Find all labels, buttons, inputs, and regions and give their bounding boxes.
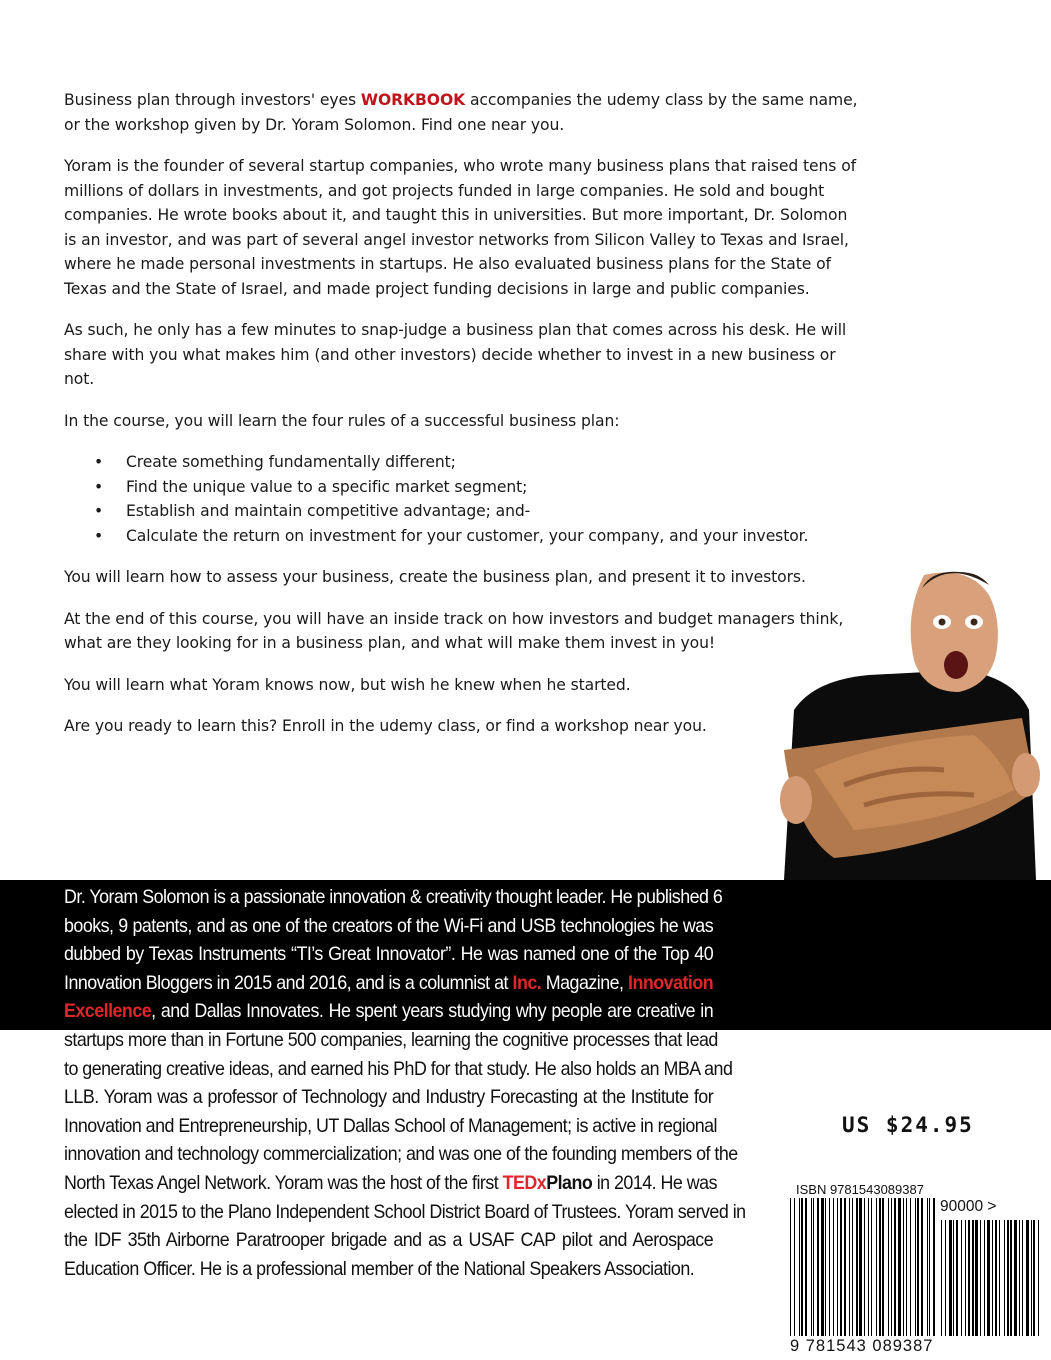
barcode-bar (980, 1220, 981, 1336)
barcode-bar (999, 1220, 1000, 1336)
barcode-bar (929, 1198, 930, 1336)
innovation-excellence-name: Innovation (628, 972, 714, 994)
barcode-bar (941, 1220, 942, 1336)
intro-paragraph-4: In the course, you will learn the four rules of a successful business plan: (64, 411, 620, 430)
intro-paragraph-2: Yoram is the founder of several startup companies, who wrote many business plans that raised tens of millions of dollars in investments, and got projects funded in large companies. He sold and bought companies. He wrote books about it, and taught this in universities. But more important, Dr. Solomon is an investor, and was part of several angel investor networks from Silicon Valley to Texas and Israel, where he made personal investments in startups. He also evaluated business plans for the State of Texas and the State of Israel, and made project funding decisions in large and public companies. (64, 157, 857, 298)
barcode-bar (859, 1198, 862, 1336)
barcode-bar (852, 1198, 853, 1336)
barcode-bar (968, 1220, 970, 1336)
barcode-bar (833, 1198, 834, 1336)
barcode-bar (1033, 1220, 1035, 1336)
barcode-bar (992, 1220, 993, 1336)
barcode-bar (915, 1198, 916, 1336)
bio-line: North Texas Angel Network. Yoram was the host of the first TEDxPlano in 2014. He was (64, 1172, 717, 1194)
barcode-bar (868, 1198, 869, 1336)
tedx-plano-name: TEDxPlano (502, 1172, 593, 1194)
barcode-bar (1026, 1220, 1029, 1336)
barcode-digits: 9 781543 089387 (790, 1337, 934, 1355)
barcode-bar (995, 1220, 997, 1336)
list-item: • Establish and maintain competitive advantage; and- (64, 499, 864, 524)
bio-line: startups more than in Fortune 500 companies, learning the cognitive processes that lead (64, 1029, 718, 1051)
bio-line: elected in 2015 to the Plano Independent School District Board of Trustees. Yoram served in (64, 1201, 746, 1223)
intro-paragraph-5: You will learn how to assess your business, create the business plan, and present it to investors. (64, 568, 806, 586)
barcode-bar (972, 1220, 974, 1336)
barcode-bar (1038, 1220, 1039, 1336)
bullet-icon: • (94, 526, 104, 545)
barcode-bar (876, 1198, 877, 1336)
rules-list (64, 450, 864, 548)
bio-line: books, 9 patents, and as one of the creators of the Wi-Fi and USB technologies he was (64, 915, 714, 937)
barcode-bar (840, 1198, 842, 1336)
barcode-bar (817, 1198, 819, 1336)
barcode-bar (949, 1220, 952, 1336)
barcode-bar (825, 1198, 826, 1336)
barcode-bar (844, 1198, 846, 1336)
barcode-bar (1022, 1220, 1023, 1336)
workbook-highlight: WORKBOOK (360, 91, 466, 109)
inc-magazine-name: Inc. (512, 972, 542, 994)
barcode-bar (961, 1220, 962, 1336)
barcode-bar (953, 1220, 954, 1336)
barcode-addon-bars-icon (941, 1220, 1041, 1336)
bullet-icon: • (94, 453, 104, 471)
barcode-bar (801, 1198, 803, 1336)
barcode-bar (871, 1198, 872, 1336)
isbn-barcode (786, 1180, 1051, 1360)
list-item: • Find the unique value to a specific market segment; (64, 475, 864, 500)
barcode-bar (917, 1198, 919, 1336)
intro-paragraph-3: As such, he only has a few minutes to snap-judge a business plan that comes across his desk. He will share with you what makes him (and other investors) decide whether to invest in a new business or not. (64, 321, 847, 388)
barcode-bar (829, 1198, 830, 1336)
barcode-bar (1019, 1220, 1020, 1336)
bio-line: to generating creative ideas, and earned his PhD for that study. He also holds an MBA and (64, 1058, 733, 1080)
barcode-bar (879, 1198, 881, 1336)
bullet-icon: • (94, 502, 104, 520)
barcode-bar (811, 1198, 812, 1336)
barcode-bar (987, 1220, 990, 1336)
bio-line: Innovation and Entrepreneurship, UT Dallas School of Management; is active in regional (64, 1115, 718, 1137)
barcode-bar (945, 1220, 946, 1336)
barcode-bar (906, 1198, 907, 1336)
barcode-bar (805, 1198, 807, 1336)
barcode-bar (888, 1198, 889, 1336)
barcode-bars-icon (790, 1198, 936, 1336)
barcode-bar (849, 1198, 850, 1336)
bullet-icon: • (94, 477, 104, 496)
bio-line: Education Officer. He is a professional member of the National Speakers Association. (64, 1258, 695, 1280)
author-photo (774, 560, 1051, 880)
barcode-bar (933, 1198, 935, 1336)
price-label: US $24.95 (842, 1113, 974, 1137)
barcode-addon-label: 90000 > (940, 1198, 997, 1215)
bio-line: Innovation Bloggers in 2015 and 2016, and is a columnist at Inc. Magazine, Innovation (64, 972, 714, 994)
barcode-bar (856, 1198, 858, 1336)
barcode-bar (927, 1198, 928, 1336)
barcode-bar (898, 1198, 901, 1336)
intro-text (64, 88, 864, 756)
barcode-bar (837, 1198, 838, 1336)
barcode-bar (790, 1198, 791, 1336)
barcode-bar (894, 1198, 896, 1336)
intro-paragraph-7: You will learn what Yoram knows now, but wish he knew when he started. (64, 675, 631, 694)
barcode-bar (882, 1198, 884, 1336)
bio-line: innovation and technology commercialization; and was one of the founding members of the (64, 1144, 738, 1166)
intro-paragraph-1: Business plan through investors' eyes WORKBOOK accompanies the udemy class by the same name, or the workshop given by Dr. Yoram Solomon. Find one near you. (64, 91, 858, 134)
barcode-bar (891, 1198, 892, 1336)
bio-line: Dr. Yoram Solomon is a passionate innovation & creativity thought leader. He published 6 (64, 887, 723, 908)
barcode-bar (821, 1198, 824, 1336)
barcode-bar (965, 1220, 966, 1336)
bio-line: Excellence, and Dallas Innovates. He spent years studying why people are creative in (64, 1001, 714, 1023)
author-bio (64, 884, 746, 1284)
bio-line: the IDF 35th Airborne Paratrooper brigade and as a USAF CAP pilot and Aerospace (64, 1230, 714, 1252)
list-item: • Create something fundamentally different; (64, 450, 864, 475)
barcode-bar (956, 1220, 958, 1336)
barcode-bar (813, 1198, 814, 1336)
barcode-bar (794, 1198, 795, 1336)
barcode-bar (1010, 1220, 1012, 1336)
barcode-bar (1031, 1220, 1032, 1336)
innovation-excellence-name: Excellence (64, 1001, 152, 1023)
bio-line: LLB. Yoram was a professor of Technology and Industry Forecasting at the Institute for (64, 1087, 714, 1109)
intro-paragraph-8: Are you ready to learn this? Enroll in the udemy class, or find a workshop near you. (64, 717, 707, 735)
barcode-bar (975, 1220, 978, 1336)
barcode-bar (1007, 1220, 1009, 1336)
barcode-bar (910, 1198, 911, 1336)
barcode-bar (864, 1198, 865, 1336)
list-item: • Calculate the return on investment for your customer, your company, and your investor. (64, 524, 864, 549)
barcode-bar (984, 1220, 985, 1336)
barcode-bar (921, 1198, 923, 1336)
bio-line: dubbed by Texas Instruments “TI’s Great Innovator”. He was named one of the Top 40 (64, 944, 714, 966)
intro-paragraph-6: At the end of this course, you will have an inside track on how investors and budget managers think, what are they looking for in a business plan, and what will make them invest in you! (64, 609, 844, 652)
barcode-bar (903, 1198, 904, 1336)
barcode-bar (1004, 1220, 1005, 1336)
isbn-label: ISBN 9781543089387 (796, 1182, 924, 1197)
barcode-bar (799, 1198, 800, 1336)
barcode-bar (1014, 1220, 1017, 1336)
